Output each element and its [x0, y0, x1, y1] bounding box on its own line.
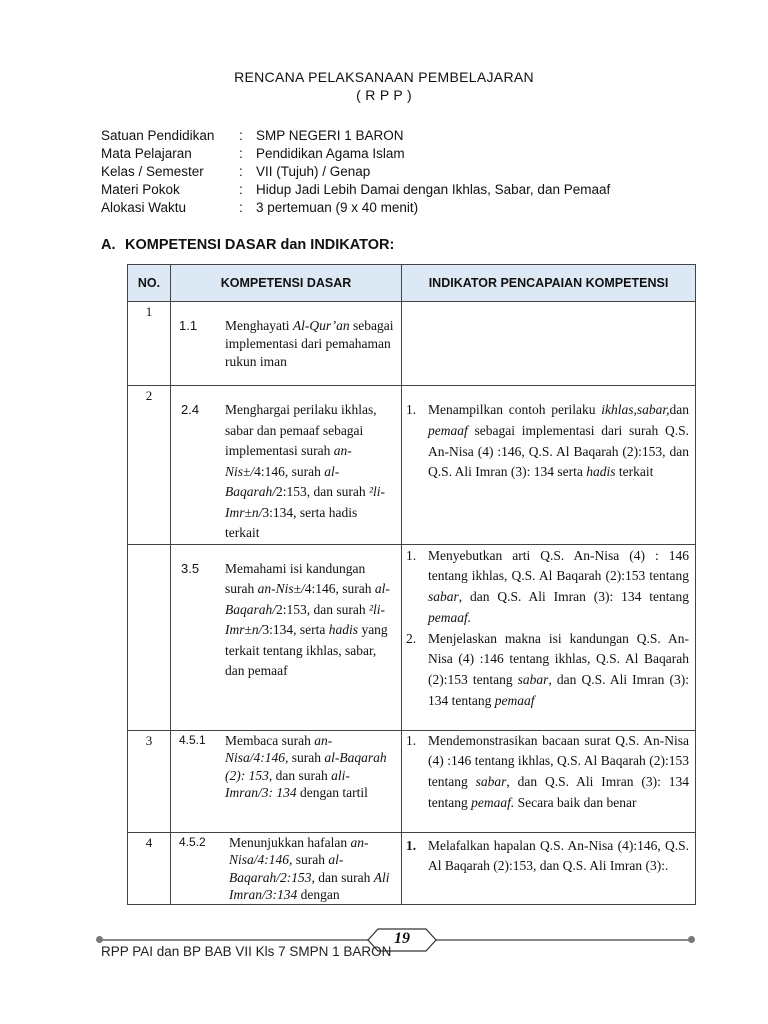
footer-text: RPP PAI dan BP BAB VII Kls 7 SMPN 1 BARON	[101, 944, 392, 959]
section-letter: A.	[101, 237, 116, 253]
row-number	[128, 544, 171, 730]
kd-cell	[171, 302, 402, 386]
kd-number: 4.5.2	[179, 834, 206, 849]
title-line-2: ( R P P )	[356, 87, 412, 103]
row-number: 4	[128, 832, 171, 904]
info-sep: :	[239, 146, 243, 161]
kd-number: 4.5.1	[179, 732, 206, 747]
kd-text: Menunjukkan hafalan an-Nisa/4:146, surah al-Baqarah/2:153, dan surah Ali Imran/3:134 dengan	[229, 834, 390, 902]
info-sep: :	[239, 182, 243, 197]
section-title: KOMPETENSI DASAR dan INDIKATOR:	[125, 237, 395, 253]
info-value: Hidup Jadi Lebih Damai dengan Ikhlas, Sabar, dan Pemaaf	[256, 182, 611, 197]
kd-cell	[171, 386, 402, 545]
indicator-item: 1. Menyebutkan arti Q.S. An-Nisa (4) : 146 tentang ikhlas, Q.S. Al Baqarah (2):153 tentang sabar, dan Q.S. Ali Imran (3): 134 tentang pemaaf.	[406, 547, 689, 625]
info-row	[101, 127, 610, 145]
info-row	[101, 199, 610, 217]
kd-text: Membaca surah an-Nisa/4:146, surah al-Baqarah (2): 153, dan surah ali-Imran/3: 134 dengan tartil	[225, 732, 387, 800]
indicator-cell	[402, 730, 696, 832]
kd-text: Menghayati Al-Qur’an sebagai implementasi dari pemahaman rukun iman	[225, 318, 394, 369]
indicator-cell	[402, 832, 696, 904]
info-row	[101, 181, 610, 199]
info-value: 3 pertemuan (9 x 40 menit)	[256, 200, 419, 215]
info-sep: :	[239, 200, 243, 215]
footer-dot-right	[688, 936, 695, 943]
indicator-cell	[402, 302, 696, 386]
page-number: 19	[394, 930, 410, 947]
info-value: SMP NEGERI 1 BARON	[256, 128, 404, 143]
competency-table	[127, 264, 696, 905]
table-header-row	[128, 265, 696, 302]
section-heading	[101, 237, 394, 253]
info-label: Materi Pokok	[101, 182, 180, 197]
indicator-cell	[402, 544, 696, 730]
table-row	[128, 386, 696, 545]
document-title	[0, 68, 768, 104]
info-row	[101, 163, 610, 181]
kd-text: Memahami isi kandungan surah an-Nis±/4:146, surah al-Baqarah/2:153, dan surah ²li-Imr±n/3:134, serta hadis yang terkait tentang ikhlas, sabar, dan pemaaf	[225, 560, 390, 678]
info-value: Pendidikan Agama Islam	[256, 146, 405, 161]
table-row	[128, 544, 696, 730]
indicator-cell	[402, 386, 696, 545]
info-sep: :	[239, 164, 243, 179]
info-label: Satuan Pendidikan	[101, 128, 215, 143]
header-no: NO.	[128, 265, 171, 302]
row-number: 1	[128, 302, 171, 386]
kd-cell	[171, 832, 402, 904]
info-value: VII (Tujuh) / Genap	[256, 164, 371, 179]
indicator-item: 1. Melafalkan hapalan Q.S. An-Nisa (4):146, Q.S. Al Baqarah (2):153, dan Q.S. Ali Imran (3):.	[406, 837, 689, 874]
kd-number: 2.4	[181, 402, 200, 417]
kd-number: 3.5	[181, 560, 200, 576]
table-row	[128, 302, 696, 386]
kd-number: 1.1	[179, 318, 198, 333]
kd-cell	[171, 730, 402, 832]
header-kd: KOMPETENSI DASAR	[171, 265, 402, 302]
title-line-1: RENCANA PELAKSANAAN PEMBELAJARAN	[234, 69, 534, 85]
table-row	[128, 730, 696, 832]
row-number: 3	[128, 730, 171, 832]
row-number: 2	[128, 386, 171, 545]
info-label: Kelas / Semester	[101, 164, 204, 179]
info-row	[101, 145, 610, 163]
info-label: Mata Pelajaran	[101, 146, 192, 161]
table-row	[128, 832, 696, 904]
kd-text: Menghargai perilaku ikhlas, sabar dan pemaaf sebagai implementasi surah an- Nis±/4:146, surah al-Baqarah/2:153, dan surah ²li-Imr±n/3:134, serta hadis terkait	[225, 402, 386, 540]
info-label: Alokasi Waktu	[101, 200, 187, 215]
header-indikator: INDIKATOR PENCAPAIAN KOMPETENSI	[402, 265, 696, 302]
identity-block	[101, 127, 610, 217]
footer-dot-left	[96, 936, 103, 943]
indicator-item: 2. Menjelaskan makna isi kandungan Q.S. An-Nisa (4) :146 tentang ikhlas, Q.S. Al Baqarah (2):153 tentang sabar, dan Q.S. Ali Imran (3): 134 tentang pemaaf	[406, 630, 690, 709]
indicator-item: 1. Mendemonstrasikan bacaan surat Q.S. An-Nisa (4) :146 tentang ikhlas, Q.S. Al Baqarah (2):153 tentang sabar, dan Q.S. Ali Imran (3): 134 tentang pemaaf. Secara baik dan benar	[406, 732, 689, 810]
indicator-item: 1. Menampilkan contoh perilaku ikhlas,sabar,dan pemaaf sebagai implementasi dari surah Q.S. An-Nisa (4) :146, Q.S. Al Baqarah (2):153, dan Q.S. Ali Imran (3): 134 serta hadis terkait	[406, 402, 689, 480]
kd-cell	[171, 544, 402, 730]
info-sep: :	[239, 128, 243, 143]
